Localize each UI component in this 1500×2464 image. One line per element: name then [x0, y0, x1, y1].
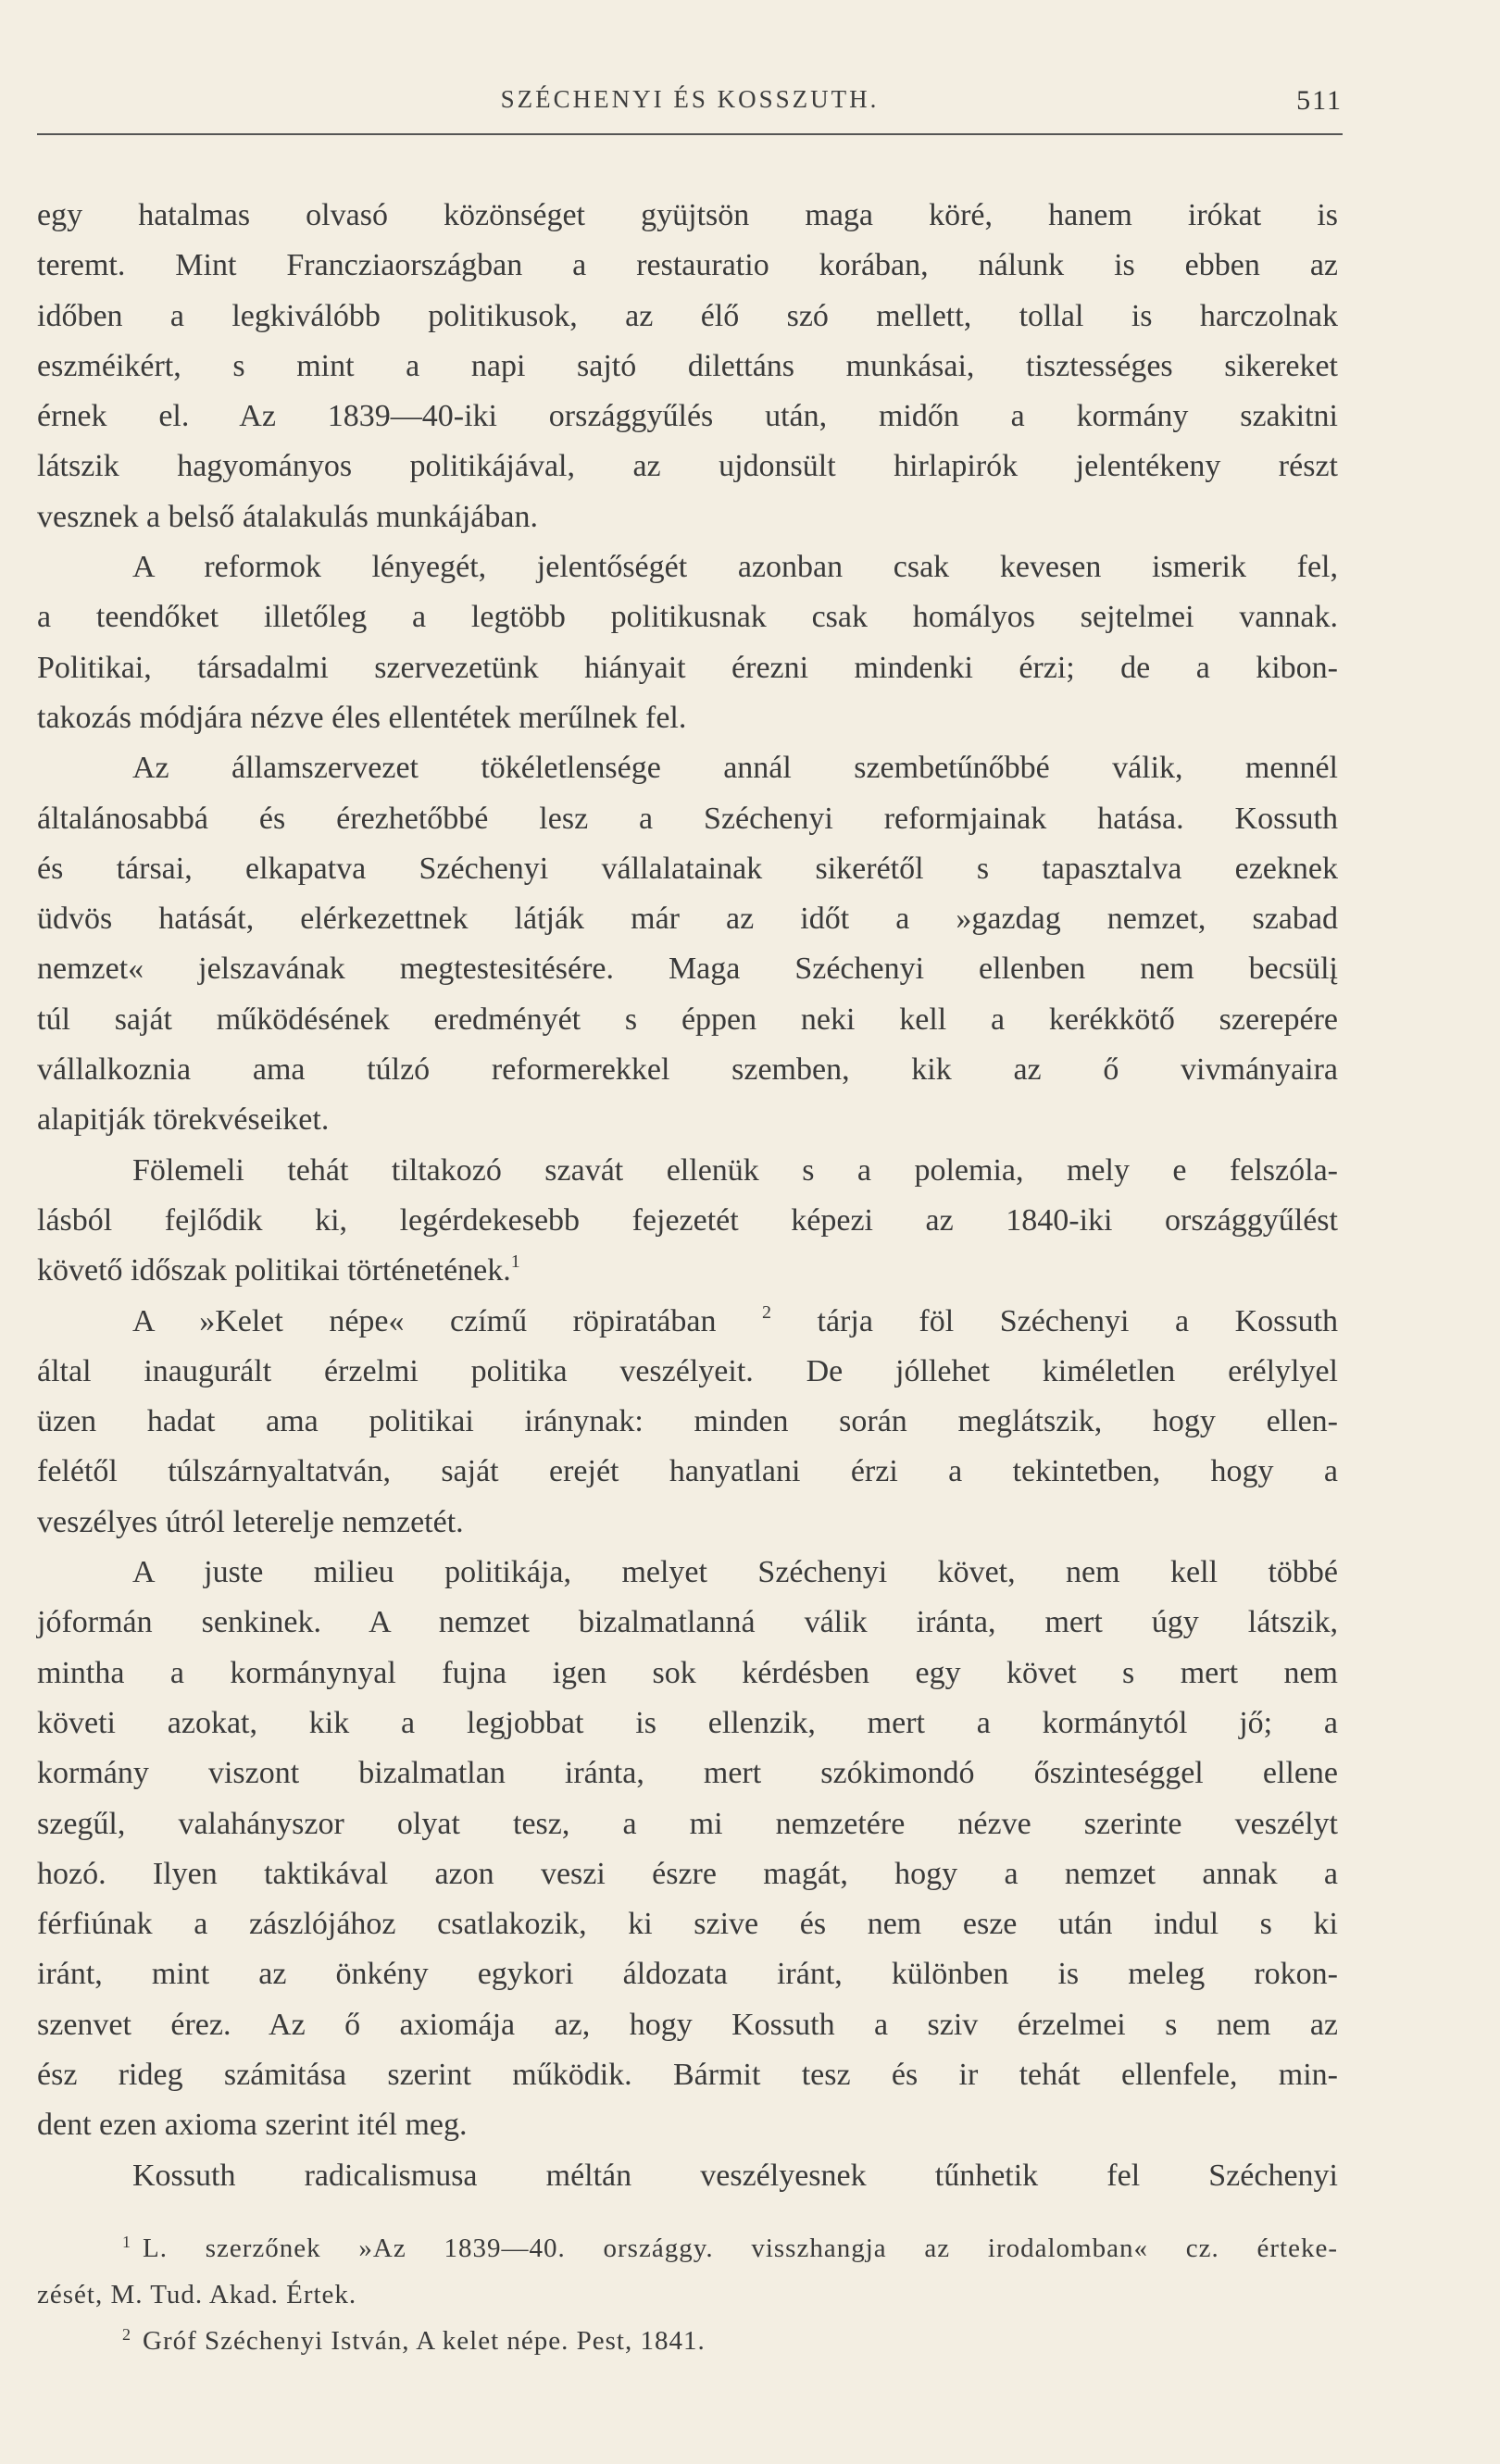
text-line: Az államszervezet tökéletlensége annál szembetűnőbbé válik, mennél — [132, 751, 1338, 786]
text-line: vesznek a belső átalakulás munkájában. — [37, 499, 538, 534]
text-line: lásból fejlődik ki, legérdekesebb fejezetét képezi az 1840-iki országgyűlést — [37, 1202, 1338, 1238]
text-line: és társai, elkapatva Széchenyi vállalatainak sikerétől s tapasztalva ezeknek — [37, 851, 1338, 886]
text-line: takozás módjára nézve éles ellentétek merűlnek fel. — [37, 700, 687, 735]
text-segment: tárja föl Széchenyi a Kossuth — [817, 1303, 1339, 1338]
text-line: kormány viszont bizalmatlan iránta, mert szókimondó őszinteséggel ellene — [37, 1756, 1338, 1791]
running-title: SZÉCHENYI ÉS KOSSZUTH. — [500, 85, 880, 113]
text-line: teremt. Mint Francziaországban a restauratio korában, nálunk is ebben az — [37, 248, 1338, 283]
text-line: Politikai, társadalmi szervezetünk hiányait érezni mindenki érzi; de a kibon- — [37, 650, 1338, 685]
footnote — [37, 2318, 1338, 2364]
text-line: általánosabbá és érezhetőbbé lesz a Széchenyi reformjainak hatása. Kossuth — [37, 801, 1338, 836]
text-line: üzen hadat ama politikai iránynak: minden során meglátszik, hogy ellen- — [37, 1404, 1338, 1439]
text-line: Kossuth radicalismusa méltán veszélyesnek tűnhetik fel Széchenyi — [132, 2158, 1338, 2193]
footnote-mark: 2 — [122, 2325, 131, 2344]
text-line: alapitják törekvéseiket. — [37, 1102, 330, 1138]
footnotes — [37, 2225, 1338, 2364]
footnote-mark: 1 — [122, 2233, 131, 2251]
page-number: 511 — [1296, 85, 1343, 116]
header-rule — [37, 133, 1343, 135]
text-line: A reformok lényegét, jelentőségét azonban csak kevesen ismerik fel, — [132, 550, 1338, 585]
text-line: szenvet érez. Az ő axiomája az, hogy Kossuth a sziv érzelmei s nem az — [37, 2007, 1338, 2042]
footnote-text: L. szerzőnek »Az 1839—40. országgy. visszhangja az irodalomban« cz. érteke- — [143, 2234, 1338, 2263]
text-line: eszméikért, s mint a napi sajtó dilettáns munkásai, tisztességes sikereket — [37, 348, 1338, 383]
footnote-text: Gróf Széchenyi István, A kelet népe. Pest, 1841. — [143, 2326, 706, 2356]
text-line: A juste milieu politikája, melyet Széchenyi követ, nem kell többé — [132, 1555, 1338, 1590]
text-line: a teendőket illetőleg a legtöbb politikusnak csak homályos sejtelmei vannak. — [37, 600, 1338, 635]
text-line: dent ezen axioma szerint itél meg. — [37, 2108, 468, 2143]
text-line: látszik hagyományos politikájával, az ujdonsült hirlapirók jelentékeny részt — [37, 449, 1338, 484]
text-line: hozó. Ilyen taktikával azon veszi észre magát, hogy a nemzet annak a — [37, 1856, 1338, 1891]
text-line: veszélyes útról leterelje nemzetét. — [37, 1504, 464, 1539]
text-line: vállalkoznia ama túlzó reformerekkel szemben, kik az ő vivmányaira — [37, 1052, 1338, 1088]
text-line: üdvös hatását, elérkezettnek látják már az időt a »gazdag nemzet, szabad — [37, 902, 1338, 937]
footnote-continuation: zését, M. Tud. Akad. Értek. — [37, 2280, 357, 2309]
text-line: felétől túlszárnyaltatván, saját erejét hanyatlani érzi a tekintetben, hogy a — [37, 1454, 1338, 1489]
text-line: Fölemeli tehát tiltakozó szavát ellenük s a polemia, mely e felszóla- — [132, 1152, 1338, 1188]
text-line: nemzet« jelszavának megtestesitésére. Maga Széchenyi ellenben nem becsülį — [37, 952, 1338, 987]
text-line — [37, 1246, 1338, 1296]
text-line: követi azokat, kik a legjobbat is ellenzik, mert a kormánytól jő; a — [37, 1705, 1338, 1740]
text-line — [37, 1297, 1338, 1347]
text-segment: A »Kelet népe« czímű röpiratában — [132, 1303, 717, 1338]
text-line: által inaugurált érzelmi politika veszélyeit. De jóllehet kiméletlen erélylyel — [37, 1353, 1338, 1388]
text-line: egy hatalmas olvasó közönséget gyüjtsön maga köré, hanem irókat is — [37, 198, 1338, 232]
text-line: jóformán senkinek. A nemzet bizalmatlanná válik iránta, mert úgy látszik, — [37, 1605, 1338, 1640]
text-line: mintha a kormánynyal fujna igen sok kérdésben egy követ s mert nem — [37, 1655, 1338, 1690]
text-line: szegűl, valahányszor olyat tesz, a mi nemzetére nézve szerinte veszélyt — [37, 1806, 1338, 1841]
footnote-ref: 1 — [510, 1251, 520, 1273]
text-segment: követő időszak politikai történetének. — [37, 1253, 511, 1288]
text-line: férfiúnak a zászlójához csatlakozik, ki szive és nem esze után indul s ki — [37, 1907, 1338, 1942]
page-header — [37, 85, 1343, 122]
body-text — [37, 191, 1338, 2201]
text-line: ész rideg számitása szerint működik. Bármit tesz és ir tehát ellenfele, min- — [37, 2057, 1338, 2092]
footnote — [37, 2225, 1338, 2271]
footnote-ref: 2 — [761, 1301, 771, 1323]
text-line: túl saját működésének eredményét s éppen neki kell a kerékkötő szerepére — [37, 1002, 1338, 1037]
text-line: időben a legkiválóbb politikusok, az élő szó mellett, tollal is harczolnak — [37, 298, 1338, 333]
text-line: érnek el. Az 1839—40-iki országgyűlés után, midőn a kormány szakitni — [37, 399, 1338, 434]
text-line: iránt, mint az önkény egykori áldozata iránt, különben is meleg rokon- — [37, 1957, 1338, 1992]
